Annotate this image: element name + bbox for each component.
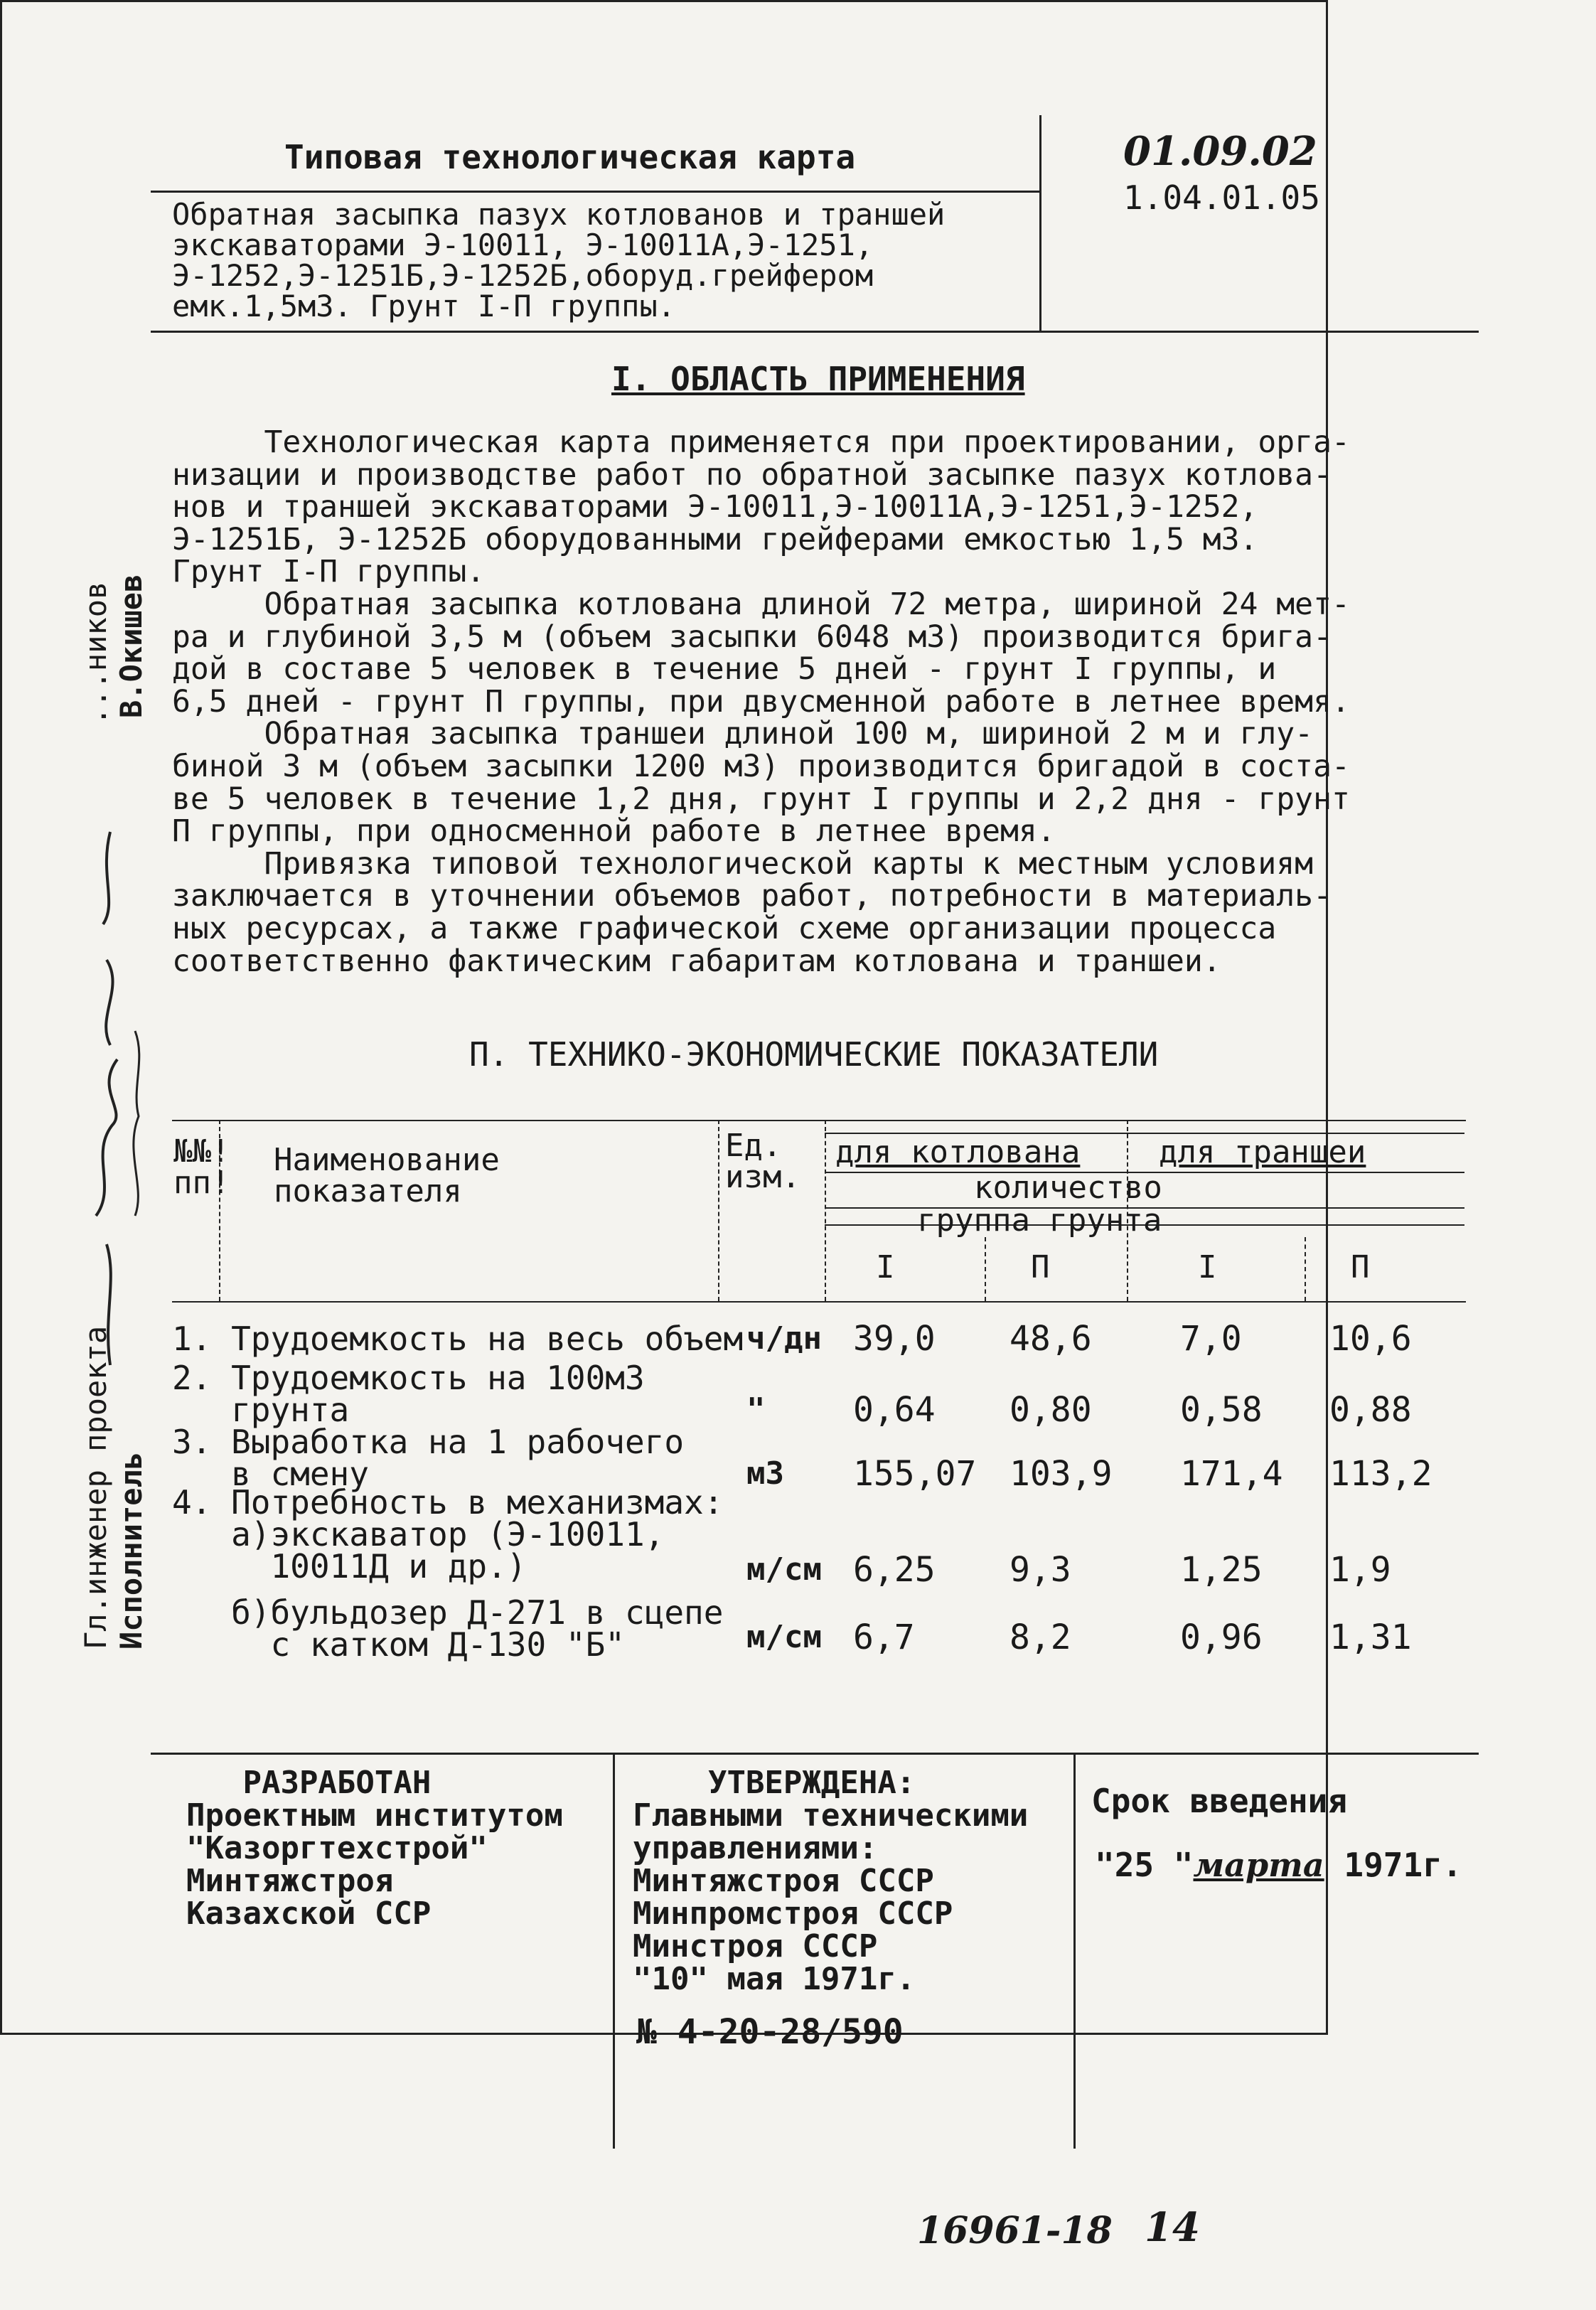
signatures	[68, 818, 153, 1372]
developed-line: РАЗРАБОТАН	[186, 1765, 432, 1801]
approved-line: управлениями:	[633, 1830, 878, 1866]
col-divider-sub3	[1305, 1237, 1306, 1301]
row-unit: м/см	[746, 1551, 822, 1588]
row-value: 0,58	[1180, 1390, 1263, 1430]
section1-line: Обратная засыпка котлована длиной 72 метра, шириной 24 мет-	[172, 587, 1350, 622]
section1-line: Обратная засыпка траншеи длиной 100 м, шириной 2 м и глу-	[172, 716, 1314, 752]
section1-line: ных ресурсах, а также графической схеме организации процесса	[172, 911, 1277, 946]
section1-line: дой в составе 5 человек в течение 5 дней - грунт I группы, и	[172, 651, 1277, 688]
subcol-trench-1: I	[1198, 1249, 1217, 1285]
col-divider-unit	[825, 1120, 826, 1301]
row-unit: м3	[746, 1455, 784, 1492]
effective-date: "25 "марта 1971г.	[1095, 1846, 1462, 1884]
row-value: 6,25	[853, 1550, 936, 1590]
section1-heading: I. ОБЛАСТЬ ПРИМЕНЕНИЯ	[611, 360, 1025, 398]
subcol-pit-2: П	[1031, 1249, 1050, 1285]
code-handwritten: 01.09.02	[1123, 128, 1317, 175]
header-code-divider	[1039, 115, 1041, 332]
header-title-divider	[151, 191, 1039, 193]
row-label: 4. Потребность в механизмах:	[172, 1483, 724, 1522]
section2-heading: П. ТЕХНИКО-ЭКОНОМИЧЕСКИЕ ПОКАЗАТЕЛИ	[469, 1035, 1159, 1074]
section1-line: Привязка типовой технологической карты к местным условиям	[172, 845, 1314, 882]
section1-line: П группы, при односменной работе в летнее время.	[172, 813, 1056, 850]
developed-line: Казахской ССР	[186, 1895, 432, 1932]
card-title: Типовая технологическая карта	[284, 138, 856, 176]
row-value: 1,25	[1180, 1550, 1263, 1590]
row-unit: м/см	[746, 1619, 822, 1655]
row-unit: "	[746, 1391, 766, 1428]
footer-divider-1	[613, 1753, 615, 2149]
row-label: 1. Трудоемкость на весь объем	[172, 1320, 744, 1358]
row-value: 113,2	[1329, 1454, 1432, 1494]
col-divider-sub1	[985, 1237, 986, 1301]
footer-handwritten-code: 16961-18	[917, 2209, 1113, 2252]
row-value: 1,31	[1329, 1617, 1412, 1657]
header-bottom-line	[151, 331, 1479, 333]
section1-line: соответственно фактическим габаритам котлована и траншеи.	[172, 943, 1221, 979]
approved-line: Главными техническими	[633, 1797, 1029, 1834]
section1-line: Грунт I-П группы.	[172, 554, 486, 590]
row-value: 8,2	[1009, 1617, 1071, 1657]
developed-line: "Казоргтехстрой"	[186, 1830, 488, 1866]
page-number: 14	[1145, 2204, 1200, 2251]
subtitle-line: емк.1,5м3. Грунт I-П группы.	[172, 289, 676, 323]
approved-line: "10" мая 1971г.	[633, 1961, 916, 1997]
approved-line: УТВЕРЖДЕНА:	[633, 1765, 916, 1801]
header-name: Наименование показателя	[274, 1142, 500, 1209]
footer-top-line	[151, 1753, 1479, 1755]
effective-title: Срок введения	[1091, 1782, 1348, 1820]
row-value: 10,6	[1329, 1319, 1412, 1359]
header-trench: для траншеи	[1159, 1134, 1366, 1170]
subtitle-line: Э-1252,Э-1251Б,Э-1252Б,оборуд.грейфером	[172, 258, 874, 293]
header-group: группа грунта	[917, 1202, 1162, 1239]
row-value: 6,7	[853, 1617, 915, 1657]
row-label: 2. Трудоемкость на 100м3	[172, 1359, 645, 1397]
row-label: с катком Д-130 "Б"	[172, 1625, 625, 1664]
row-value: 171,4	[1180, 1454, 1283, 1494]
section1-line: Технологическая карта применяется при проектировании, орга-	[172, 424, 1350, 460]
row-value: 39,0	[853, 1319, 936, 1359]
header-pit: для котлована	[835, 1134, 1081, 1170]
row-label: а)экскаватор (Э-10011,	[172, 1515, 665, 1554]
row-value: 0,80	[1009, 1390, 1092, 1430]
section1-line: Э-1251Б, Э-1252Б оборудованными грейферами емкостью 1,5 м3.	[172, 521, 1258, 557]
row-value: 0,64	[853, 1390, 936, 1430]
side-executor-label: Исполнитель	[114, 1451, 149, 1649]
row-value: 103,9	[1009, 1454, 1113, 1494]
row-value: 0,88	[1329, 1390, 1412, 1430]
col-divider-name	[718, 1120, 719, 1301]
header-qty: количество	[974, 1170, 1162, 1206]
row-label: 10011Д и др.)	[172, 1547, 527, 1586]
subtitle-line: экскаваторами Э-10011, Э-10011А,Э-1251,	[172, 228, 874, 262]
section1-line: заключается в уточнении объемов работ, потребности в материаль-	[172, 878, 1332, 914]
header-num: №№! пп!	[173, 1133, 230, 1201]
header-unit: Ед. изм.	[725, 1128, 800, 1195]
section1-line: нов и траншей экскаваторами Э-10011,Э-10011А,Э-1251,Э-1252,	[172, 489, 1258, 525]
side-engineer-name: ...ников	[78, 581, 113, 725]
row-value: 9,3	[1009, 1550, 1071, 1590]
code-number: 1.04.01.05	[1123, 178, 1320, 217]
table-header-bottom	[172, 1301, 1466, 1303]
subcol-trench-2: П	[1351, 1249, 1370, 1285]
side-executor-name: В.Окишев	[114, 574, 149, 718]
footer-divider-2	[1073, 1753, 1076, 2149]
row-value: 155,07	[853, 1454, 977, 1494]
row-value: 0,96	[1180, 1617, 1263, 1657]
section1-line: ве 5 человек в течение 1,2 дня, грунт I группы и 2,2 дня - грунт	[172, 781, 1350, 817]
approved-line: Минтяжстроя СССР	[633, 1863, 934, 1899]
row-value: 1,9	[1329, 1550, 1391, 1590]
approved-line: Минстроя СССР	[633, 1928, 878, 1964]
row-value: 48,6	[1009, 1319, 1092, 1359]
row-label: в смену	[172, 1455, 369, 1493]
section1-line: низации и производстве работ по обратной засыпке пазух котлова-	[172, 456, 1332, 493]
subtitle-line: Обратная засыпка пазух котлованов и траншей	[172, 197, 946, 232]
side-engineer-label: Гл.инженер проекта	[78, 1325, 113, 1649]
subcol-pit-1: I	[876, 1249, 895, 1285]
approved-line: Минпромстроя СССР	[633, 1895, 953, 1932]
developed-line: Проектным институтом	[186, 1797, 563, 1834]
row-label: б)бульдозер Д-271 в сцепе	[172, 1593, 724, 1632]
approved-number: № 4-20-28/590	[636, 2012, 904, 2052]
row-label: 3. Выработка на 1 рабочего	[172, 1423, 685, 1461]
table-top-line	[172, 1120, 1466, 1121]
section1-line: ра и глубиной 3,5 м (объем засыпки 6048 м3) производится брига-	[172, 619, 1332, 655]
row-value: 7,0	[1180, 1319, 1242, 1359]
developed-line: Минтяжстроя	[186, 1863, 394, 1899]
row-unit: ч/дн	[746, 1320, 822, 1357]
section1-line: биной 3 м (объем засыпки 1200 м3) производится бригадой в соста-	[172, 749, 1350, 784]
section1-line: 6,5 дней - грунт П группы, при двусменной работе в летнее время.	[172, 683, 1350, 720]
row-label: грунта	[172, 1391, 350, 1429]
